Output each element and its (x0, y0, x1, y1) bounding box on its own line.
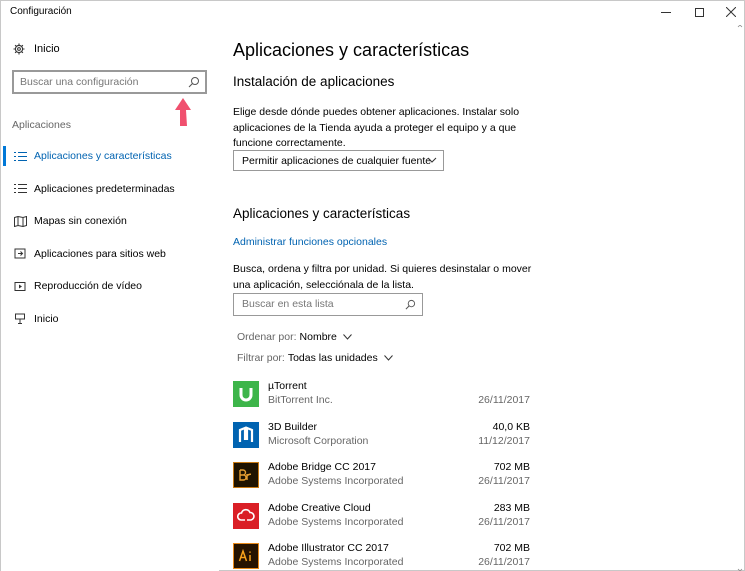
chevron-down-icon (427, 156, 437, 164)
3d-builder-icon (233, 422, 259, 448)
filter-label: Filtrar por: (237, 352, 285, 364)
minimize-icon (661, 12, 671, 13)
app-install-date: 11/12/2017 (478, 434, 530, 447)
sidebar-item-label: Aplicaciones predeterminadas (34, 182, 175, 195)
app-install-date: 26/11/2017 (478, 394, 530, 406)
sidebar-item-label: Reproducción de vídeo (34, 280, 142, 293)
search-icon[interactable] (188, 76, 200, 88)
list-check-icon (13, 183, 27, 195)
annotation-arrow-icon (173, 97, 193, 127)
app-size: 702 MB (493, 461, 530, 473)
title-bar (1, 1, 744, 25)
app-name: Adobe Creative Cloud (268, 501, 371, 514)
map-icon (13, 215, 27, 227)
video-icon (13, 280, 27, 292)
app-size: 40,0 KB (492, 420, 530, 433)
close-button[interactable] (714, 1, 745, 23)
app-list-item[interactable] (233, 418, 533, 459)
sidebar-item-apps-websites[interactable] (1, 238, 219, 271)
apps-section-heading: Aplicaciones y características (233, 206, 411, 221)
chevron-down-icon (343, 334, 352, 340)
install-description: Elige desde dónde puedes obtener aplicaciones. Instalar solo aplicaciones de la Tienda ayuda a proteger el equipo y a que funcione correctamente. (233, 106, 520, 149)
manage-optional-features-link[interactable]: Administrar funciones opcionales (233, 236, 388, 248)
app-list-item[interactable] (233, 377, 533, 418)
dropdown-value: Permitir aplicaciones de cualquier fuente (242, 154, 432, 167)
sidebar-item-default-apps[interactable] (1, 173, 219, 206)
adobe-bridge-icon (233, 462, 259, 488)
app-name: µTorrent (268, 380, 307, 392)
app-size: 283 MB (493, 501, 530, 514)
page-title: Aplicaciones y características (233, 40, 470, 60)
close-icon (726, 7, 736, 17)
chevron-down-icon (384, 355, 393, 361)
sort-by-control[interactable] (237, 331, 352, 343)
sidebar-item-startup[interactable] (1, 303, 219, 336)
sidebar-item-label: Aplicaciones y características (34, 150, 172, 163)
sort-label: Ordenar por: (237, 331, 297, 343)
app-list-item[interactable] (233, 539, 533, 571)
adobe-illustrator-icon (233, 543, 259, 569)
app-publisher: Adobe Systems Incorporated (268, 475, 404, 487)
app-publisher: Microsoft Corporation (268, 434, 369, 447)
sidebar-item-offline-maps[interactable] (1, 205, 219, 238)
sidebar-item-label: Aplicaciones para sitios web (34, 247, 166, 260)
app-install-date: 26/11/2017 (478, 475, 530, 487)
sidebar-item-apps-features[interactable] (1, 140, 219, 173)
app-list (233, 377, 533, 571)
startup-icon (13, 313, 27, 325)
app-install-date: 26/11/2017 (478, 556, 530, 568)
app-name: Adobe Illustrator CC 2017 (268, 542, 389, 554)
app-size: 702 MB (493, 542, 530, 554)
sidebar-item-label: Mapas sin conexión (34, 215, 127, 228)
sort-value: Nombre (299, 331, 337, 343)
app-publisher: Adobe Systems Incorporated (268, 556, 404, 568)
minimize-button[interactable] (649, 1, 683, 23)
sidebar-nav (1, 140, 219, 335)
sidebar-item-label: Inicio (34, 312, 59, 325)
sidebar (1, 25, 219, 571)
apps-section-description: Busca, ordena y filtra por unidad. Si quieres desinstalar o mover una aplicación, selecciónala de la lista. (233, 263, 532, 291)
app-install-date: 26/11/2017 (478, 515, 530, 528)
home-label: Inicio (34, 43, 60, 55)
app-list-search-box (233, 293, 423, 316)
sidebar-item-video-playback[interactable] (1, 270, 219, 303)
open-in-app-icon (13, 248, 27, 260)
section-label: Aplicaciones (12, 119, 71, 131)
app-publisher: Adobe Systems Incorporated (268, 515, 404, 528)
settings-search-input[interactable] (14, 72, 184, 92)
scrollbar[interactable] (737, 25, 743, 571)
adobe-creative-cloud-icon (233, 503, 259, 529)
maximize-icon (695, 8, 704, 17)
app-name: 3D Builder (268, 420, 318, 433)
app-list-search-input[interactable] (234, 294, 399, 314)
search-icon[interactable] (405, 299, 416, 310)
filter-value: Todas las unidades (287, 352, 378, 364)
utorrent-icon (233, 381, 259, 407)
window-title: Configuración (10, 6, 72, 17)
app-name: Adobe Bridge CC 2017 (268, 461, 376, 473)
home-link[interactable] (13, 43, 60, 55)
maximize-button[interactable] (682, 1, 716, 23)
install-heading: Instalación de aplicaciones (233, 74, 395, 89)
gear-icon (13, 43, 25, 55)
app-source-dropdown[interactable] (233, 150, 444, 171)
filter-by-control[interactable] (237, 352, 393, 364)
app-list-item[interactable] (233, 499, 533, 540)
settings-search-box (12, 70, 207, 94)
app-list-item[interactable] (233, 458, 533, 499)
list-icon (13, 150, 27, 162)
app-publisher: BitTorrent Inc. (268, 394, 333, 406)
